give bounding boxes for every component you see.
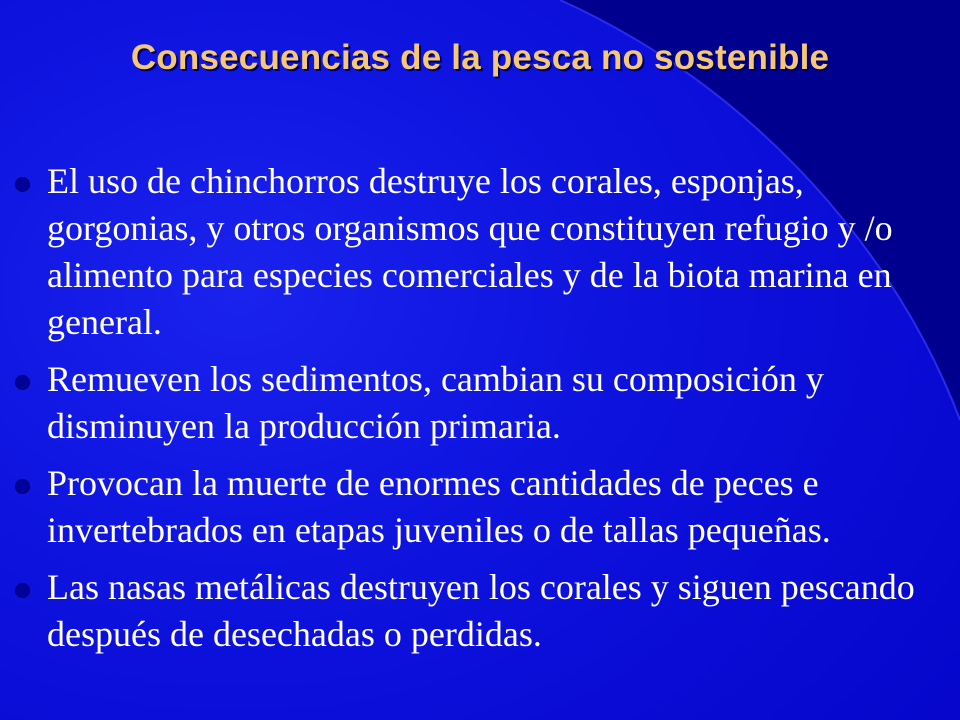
bullet-item (0, 460, 942, 554)
bullet-dot-icon (15, 177, 30, 192)
bullet-item (0, 564, 942, 658)
bullet-item (0, 158, 942, 346)
slide-title: Consecuencias de la pesca no sostenible (130, 38, 830, 77)
bullet-item (0, 356, 942, 450)
bullet-dot-icon (15, 583, 30, 598)
bullet-text: Provocan la muerte de enormes cantidades de peces e invertebrados en etapas juveniles o de tallas pequeñas. (47, 463, 831, 550)
bullet-list (0, 158, 960, 668)
bullet-text: Remueven los sedimentos, cambian su composición y disminuyen la producción primaria. (47, 359, 824, 446)
bullet-text: Las nasas metálicas destruyen los corales y siguen pescando después de desechadas o perdidas. (47, 567, 915, 654)
bullet-dot-icon (15, 375, 30, 390)
bullet-dot-icon (15, 479, 30, 494)
bullet-text: El uso de chinchorros destruye los corales, esponjas, gorgonias, y otros organismos que constituyen refugio y /o alimento para especies comerciales y de la biota marina en general. (47, 161, 893, 342)
